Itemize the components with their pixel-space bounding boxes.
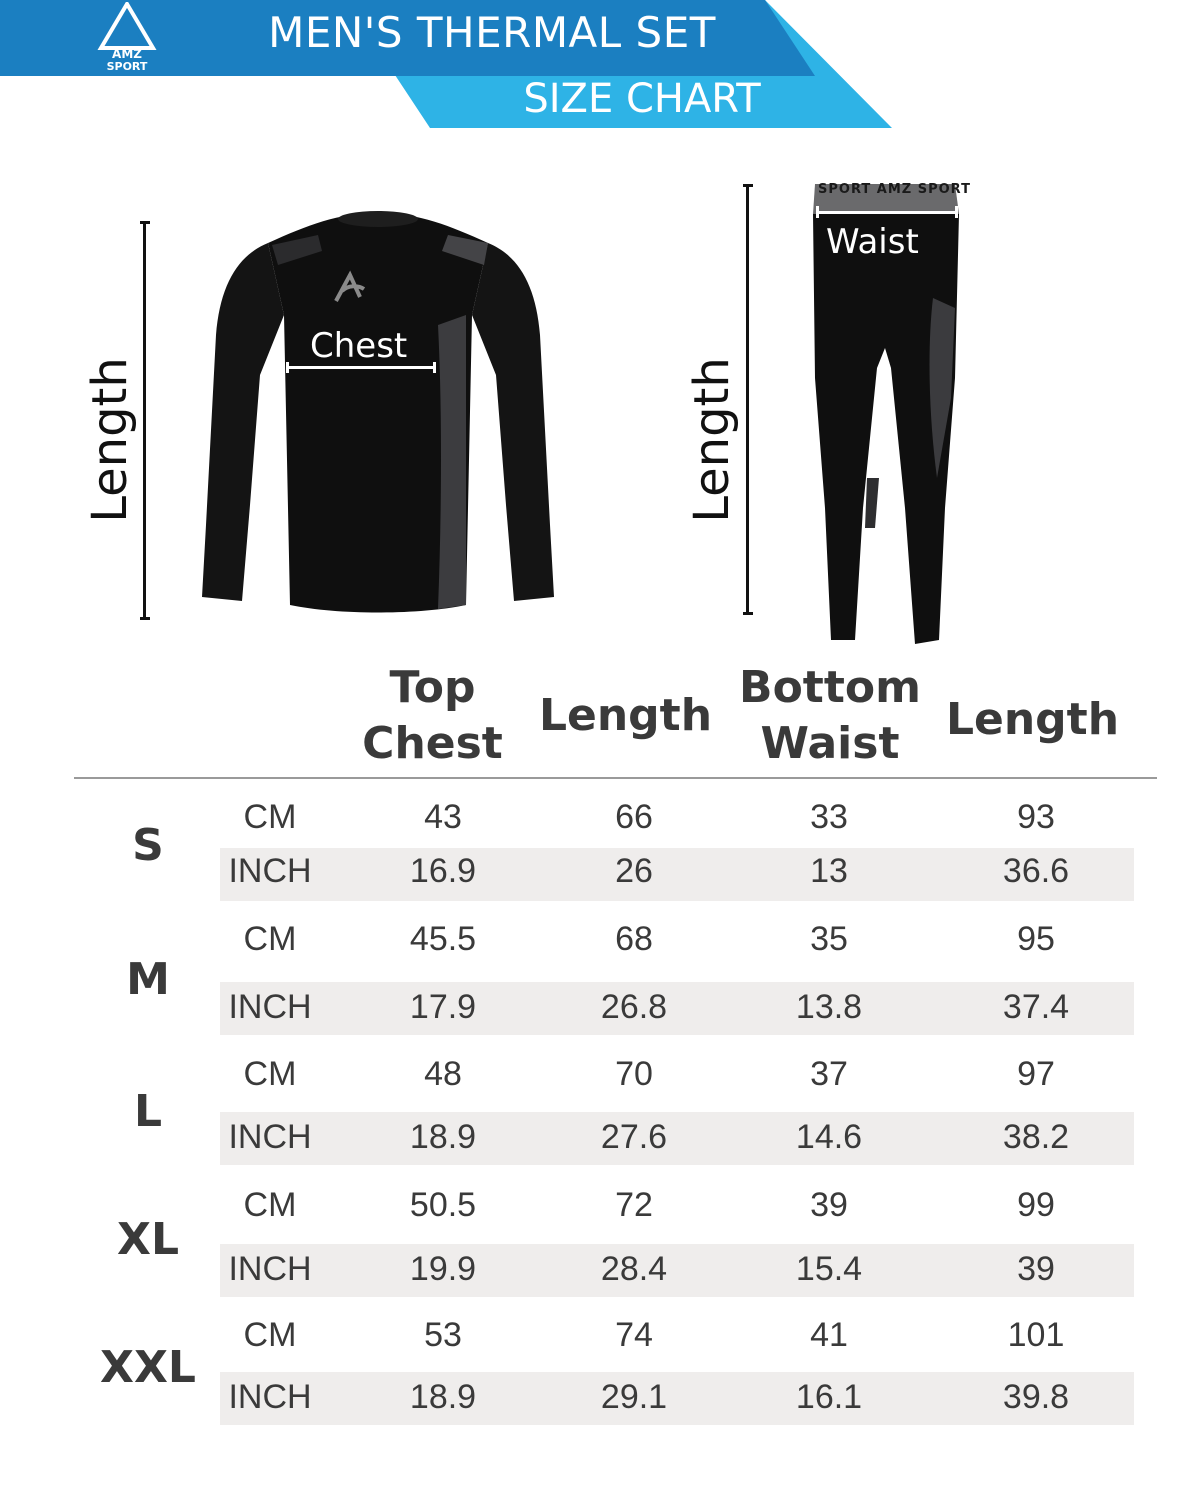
cell-top-length-cm: 74 <box>615 1316 653 1354</box>
header-top-chest <box>345 660 520 772</box>
header-bottom-length: Length <box>945 694 1120 745</box>
cell-bottom-length-inch: 37.4 <box>1002 988 1070 1026</box>
header-top-chest-line1: Top <box>389 662 476 713</box>
unit-label-cm: CM <box>243 798 297 836</box>
header-bottom-waist <box>730 660 930 772</box>
cell-bottom-length-cm: 93 <box>1017 798 1055 836</box>
size-label: S <box>132 820 164 871</box>
waist-measure-cap-right <box>955 206 958 218</box>
cell-top-chest-inch: 19.9 <box>409 1250 477 1288</box>
cell-top-chest-cm: 45.5 <box>409 920 477 958</box>
cell-top-chest-cm: 48 <box>424 1055 462 1093</box>
cell-top-chest-inch: 16.9 <box>409 852 477 890</box>
cell-top-length-cm: 66 <box>615 798 653 836</box>
waist-measure-cap-left <box>816 206 819 218</box>
cell-top-chest-cm: 50.5 <box>409 1186 477 1224</box>
unit-label-inch: INCH <box>228 1250 312 1288</box>
cell-bottom-length-inch: 39 <box>1017 1250 1055 1288</box>
cell-top-chest-inch: 17.9 <box>409 988 477 1026</box>
header-top-chest-line2: Chest <box>362 718 503 769</box>
cell-bottom-waist-cm: 39 <box>810 1186 848 1224</box>
cell-top-length-inch: 26.8 <box>600 988 668 1026</box>
bottom-length-cap-bottom <box>743 612 753 615</box>
cell-bottom-waist-cm: 41 <box>810 1316 848 1354</box>
unit-label-inch: INCH <box>228 1378 312 1416</box>
header-bottom-waist-line1: Bottom <box>739 662 921 713</box>
cell-bottom-waist-inch: 15.4 <box>795 1250 863 1288</box>
cell-top-length-cm: 70 <box>615 1055 653 1093</box>
waist-measure-line <box>816 211 958 214</box>
header-top-length: Length <box>538 690 713 741</box>
top-length-cap-top <box>140 221 150 224</box>
cell-top-length-inch: 26 <box>615 852 653 890</box>
bottom-length-cap-top <box>743 184 753 187</box>
bottom-length-label: Length <box>684 357 740 523</box>
unit-label-cm: CM <box>243 1055 297 1093</box>
unit-label-inch: INCH <box>228 1118 312 1156</box>
cell-bottom-waist-cm: 37 <box>810 1055 848 1093</box>
thermal-top-image <box>198 205 558 615</box>
chest-measure-cap-right <box>433 362 436 373</box>
cell-bottom-waist-inch: 13.8 <box>795 988 863 1026</box>
brand-bottom-text: SPORT <box>106 60 148 72</box>
waistband-text: SPORT AMZ SPORT <box>818 182 971 197</box>
cell-bottom-length-cm: 99 <box>1017 1186 1055 1224</box>
cell-top-chest-cm: 43 <box>424 798 462 836</box>
top-length-line <box>143 222 146 620</box>
page-subtitle: SIZE CHART <box>523 76 761 122</box>
bottom-length-line <box>746 185 749 615</box>
brand-top-text: AMZ <box>112 47 142 61</box>
unit-label-cm: CM <box>243 920 297 958</box>
cell-top-length-inch: 29.1 <box>600 1378 668 1416</box>
top-length-cap-bottom <box>140 617 150 620</box>
cell-bottom-waist-inch: 13 <box>810 852 848 890</box>
unit-label-inch: INCH <box>228 988 312 1026</box>
unit-label-cm: CM <box>243 1186 297 1224</box>
brand-logo <box>95 2 159 72</box>
waist-label: Waist <box>826 222 919 262</box>
cell-bottom-length-inch: 38.2 <box>1002 1118 1070 1156</box>
size-label: M <box>126 954 170 1005</box>
cell-bottom-length-cm: 97 <box>1017 1055 1055 1093</box>
page-title: MEN'S THERMAL SET <box>268 8 716 57</box>
cell-bottom-waist-inch: 14.6 <box>795 1118 863 1156</box>
cell-top-chest-cm: 53 <box>424 1316 462 1354</box>
cell-top-chest-inch: 18.9 <box>409 1118 477 1156</box>
cell-top-chest-inch: 18.9 <box>409 1378 477 1416</box>
cell-top-length-inch: 28.4 <box>600 1250 668 1288</box>
cell-bottom-waist-cm: 33 <box>810 798 848 836</box>
unit-label-cm: CM <box>243 1316 297 1354</box>
size-label: XL <box>117 1214 179 1265</box>
cell-bottom-length-inch: 39.8 <box>1002 1378 1070 1416</box>
cell-bottom-length-cm: 101 <box>1007 1316 1065 1354</box>
size-label: L <box>133 1086 163 1137</box>
cell-top-length-inch: 27.6 <box>600 1118 668 1156</box>
cell-top-length-cm: 68 <box>615 920 653 958</box>
chest-measure-line <box>286 366 436 369</box>
unit-label-inch: INCH <box>228 852 312 890</box>
chest-label: Chest <box>310 326 408 366</box>
top-length-label: Length <box>82 357 138 523</box>
header-bottom-waist-line2: Waist <box>760 718 900 769</box>
cell-top-length-cm: 72 <box>615 1186 653 1224</box>
cell-bottom-length-inch: 36.6 <box>1002 852 1070 890</box>
chest-measure-cap-left <box>286 362 289 373</box>
cell-bottom-waist-inch: 16.1 <box>795 1378 863 1416</box>
table-header-rule <box>74 777 1157 779</box>
cell-bottom-waist-cm: 35 <box>810 920 848 958</box>
size-label: XXL <box>100 1342 196 1393</box>
cell-bottom-length-cm: 95 <box>1017 920 1055 958</box>
